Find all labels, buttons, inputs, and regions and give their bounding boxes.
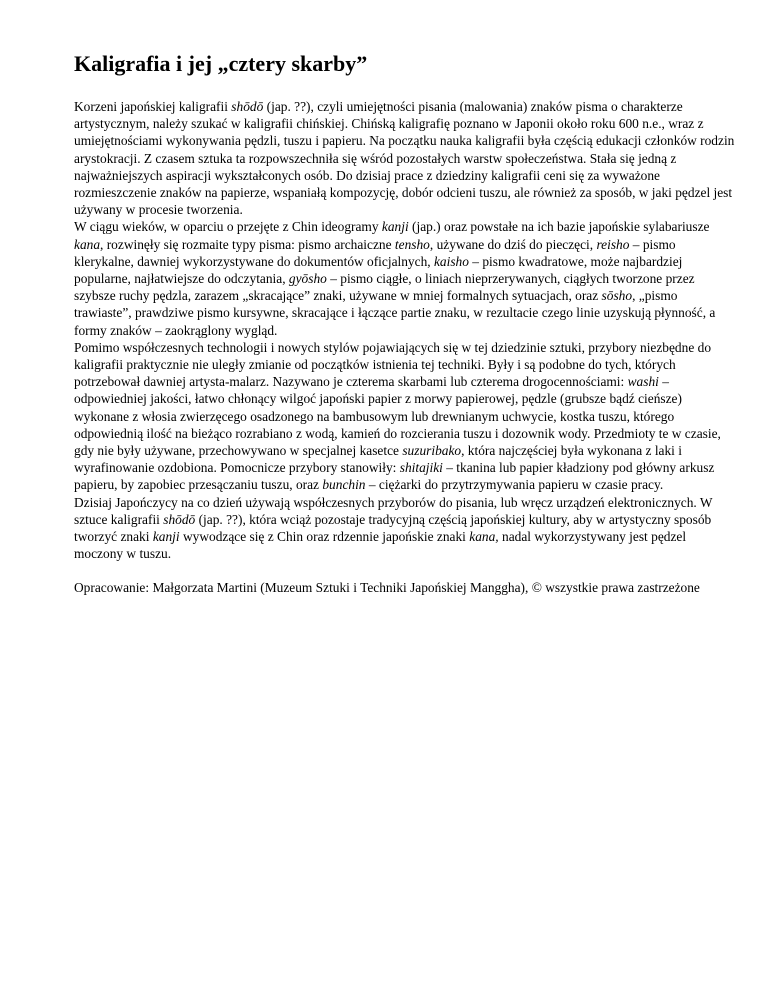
italic-term: kaisho [433,253,469,269]
text-run: nadal wykorzystywany jest pędzel moczony w tuszu. [74,529,687,562]
text-run: – pismo ciągłe, o liniach nieprzerywanych, ciągłych tworzone przez szybsze ruchy pędzla, zarazem „skracające” znaki, używane w mniej formalnych sytuacjach, oraz [74,271,695,304]
italic-term: kana, [469,529,499,545]
text-run: (jap.) oraz powstałe na ich bazie japońskie sylabariusze [408,219,710,235]
document-title: Kaligrafia i jej „cztery skarby” [74,51,368,76]
text-run: – pismo kwadratowe, może najbardziej popularne, najłatwiejsze do odczytania, [74,253,683,287]
document-page [74,50,738,597]
italic-term: kanji [152,529,180,545]
document-body [74,98,738,562]
italic-term: kanji [381,219,409,235]
text-run: , używane do dziś do pieczęci, [429,236,597,252]
text-run: , która najczęściej była wykonana z laki i wyrafinowanie ozdobiona. Pomocnicze przybory stanowiły: [74,443,682,476]
italic-term: bunchin [322,477,366,493]
text-run: Dzisiaj Japończycy na co dzień używają współczesnych przyborów do pisania, lub wręcz urządzeń elektronicznych. W sztuce kaligrafii [74,494,713,527]
italic-term: shōdō [231,99,264,114]
text-run: , rozwinęły się rozmaite typy pisma: pismo archaiczne [100,236,395,252]
text-run: (jap. ??), czyli umiejętności pisania (malowania) znaków pisma o charakterze artystycznym, należy szukać w kaligrafii chińskiej. Chińską kaligrafię poznano w Japonii około roku 600 n.e., wraz z umiejętnościami wykonywania pędzli, tuszu i papieru. Na początku nauka kaligrafii była częścią edukacji członków rodzin arystokracji. Z czasem sztuka ta rozpowszechniła się wśród pozostałych warstw społeczeństwa. Stała się jedną z najważniejszych aspiracji wykształconych osób. Do dzisiaj prace z dziedziny kaligrafii ceni się za wyważone rozmieszczenie znaków na papierze, wspaniałą kompozycję, dobór odcieni tuszu, ale również za sposób, w jaki pędzel jest używany w procesie tworzenia. [74,99,735,218]
text-run: Pomimo współczesnych technologii i nowych stylów pojawiających się w tej dziedzinie sztuki, przybory niezbędne do kaligrafii praktycznie nie uległy zmianie od początków istnienia tej techniki. Były i są podobne do tych, których potrzebował dawniej artysta-malarz. Nazywano je czterema skarbami lub czterema drogocennościami: [74,339,712,390]
italic-term: tensho [394,236,430,252]
italic-term: gyōsho [288,271,327,287]
text-run: Korzeni japońskiej kaligrafii [74,99,232,114]
text-run: – ciężarki do przytrzymywania papieru w czasie pracy. [365,477,664,493]
text-run: – pismo klerykalne, dawniej wykorzystywane do dokumentów oficjalnych, [74,236,676,269]
italic-term: suzuribako [402,443,462,459]
paragraph [74,218,738,338]
italic-term: shitajiki [399,460,443,476]
italic-term: shōdō [163,511,196,527]
text-run: W ciągu wieków, w oparciu o przejęte z Chin ideogramy [74,219,382,235]
italic-term: kana [74,236,101,252]
italic-term: washi [627,374,659,390]
paragraph [74,339,738,494]
paragraph [74,98,738,218]
text-run: , „pismo trawiaste”, prawdziwe pismo kursywne, skracające i łączące partie znaku, w rezultacie czego linie uzyskują płynność, a formy znaków – zaokrąglony wygląd. [74,288,716,338]
paragraph [74,494,738,563]
italic-term: sōsho [601,288,633,304]
text-run: – odpowiedniej jakości, łatwo chłonący wilgoć japoński papier z morwy papierowej, pędzle (grubsze bądź cieńsze) wykonane z włosia zwierzęcego osadzonego na bambusowym lub drewnianym uchwycie, kostka tuszu, którego odpowiednią ilość na bieżąco rozrabiano z wodą, kamień do rozcierania tuszu i dozownik wody. Przedmioty te w czasie, gdy nie były używane, przechowywano w specjalnej kasetce [74,374,721,459]
text-run: (jap. ??), która wciąż pozostaje tradycyjną częścią japońskiej kultury, aby w artystyczny sposób tworzyć znaki [74,511,712,545]
italic-term: reisho [596,236,630,252]
author-credit: Opracowanie: Małgorzata Martini (Muzeum Sztuki i Techniki Japońskiej Manggha), © wszystkie prawa zastrzeżone [74,580,700,596]
text-run: wywodzące się z Chin oraz rdzennie japońskie znaki [179,529,470,545]
text-run: – tkanina lub papier kładziony pod główny arkusz papieru, by zapobiec przesączaniu tuszu, oraz [74,460,715,493]
